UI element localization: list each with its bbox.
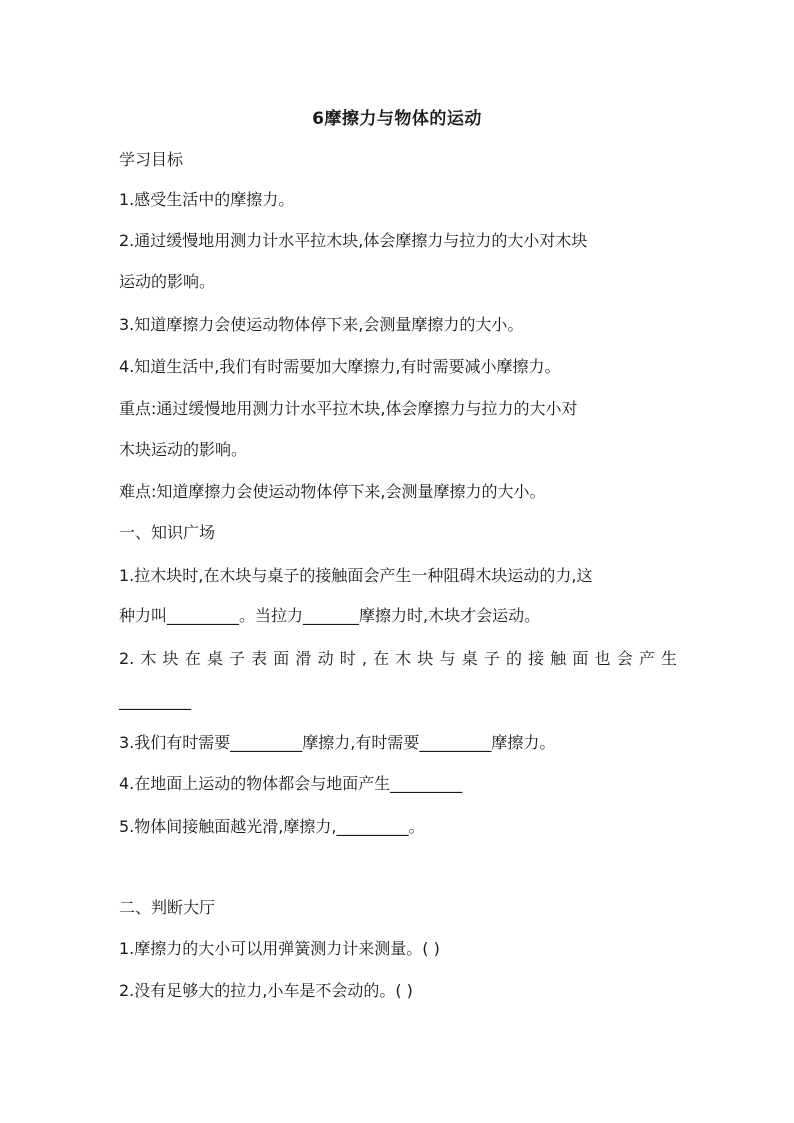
section1-heading: 一、知识广场 — [119, 523, 216, 542]
section1-question-2-line-1: 2.木块在桌子表面滑动时,在木块与桌子的接触面也会产生 — [119, 649, 677, 668]
objective-item-2-continued: 运动的影响。 — [119, 272, 216, 291]
section2-heading: 二、判断大厅 — [119, 898, 216, 917]
section1-question-5: 5.物体间接触面越光滑,摩擦力,_________。 — [119, 817, 425, 836]
section1-question-3: 3.我们有时需要_________摩擦力,有时需要_________摩擦力。 — [119, 733, 556, 752]
objective-item-2: 2.通过缓慢地用测力计水平拉木块,体会摩擦力与拉力的大小对木块 — [119, 231, 588, 250]
section1-question-2-line-2: _________ — [119, 691, 191, 710]
objectives-heading: 学习目标 — [119, 150, 184, 169]
section2-question-2: 2.没有足够大的拉力,小车是不会动的。( ) — [119, 981, 413, 1000]
objective-item-1: 1.感受生活中的摩擦力。 — [119, 190, 295, 209]
section1-question-1-line-2: 种力叫_________。当拉力_______摩擦力时,木块才会运动。 — [119, 606, 541, 625]
section1-question-1-line-1: 1.拉木块时,在木块与桌子的接触面会产生一种阻碍木块运动的力,这 — [119, 566, 593, 585]
difficulty-point: 难点:知道摩擦力会使运动物体停下来,会测量摩擦力的大小。 — [119, 482, 546, 501]
key-point-line-1: 重点:通过缓慢地用测力计水平拉木块,体会摩擦力与拉力的大小对 — [119, 399, 578, 418]
section2-question-1: 1.摩擦力的大小可以用弹簧测力计来测量。( ) — [119, 939, 440, 958]
section1-question-4: 4.在地面上运动的物体都会与地面产生_________ — [119, 774, 463, 793]
objective-item-3: 3.知道摩擦力会使运动物体停下来,会测量摩擦力的大小。 — [119, 315, 524, 334]
objective-item-4: 4.知道生活中,我们有时需要加大摩擦力,有时需要减小摩擦力。 — [119, 357, 561, 376]
page-title: 6摩擦力与物体的运动 — [312, 109, 482, 129]
key-point-line-2: 木块运动的影响。 — [119, 440, 248, 459]
